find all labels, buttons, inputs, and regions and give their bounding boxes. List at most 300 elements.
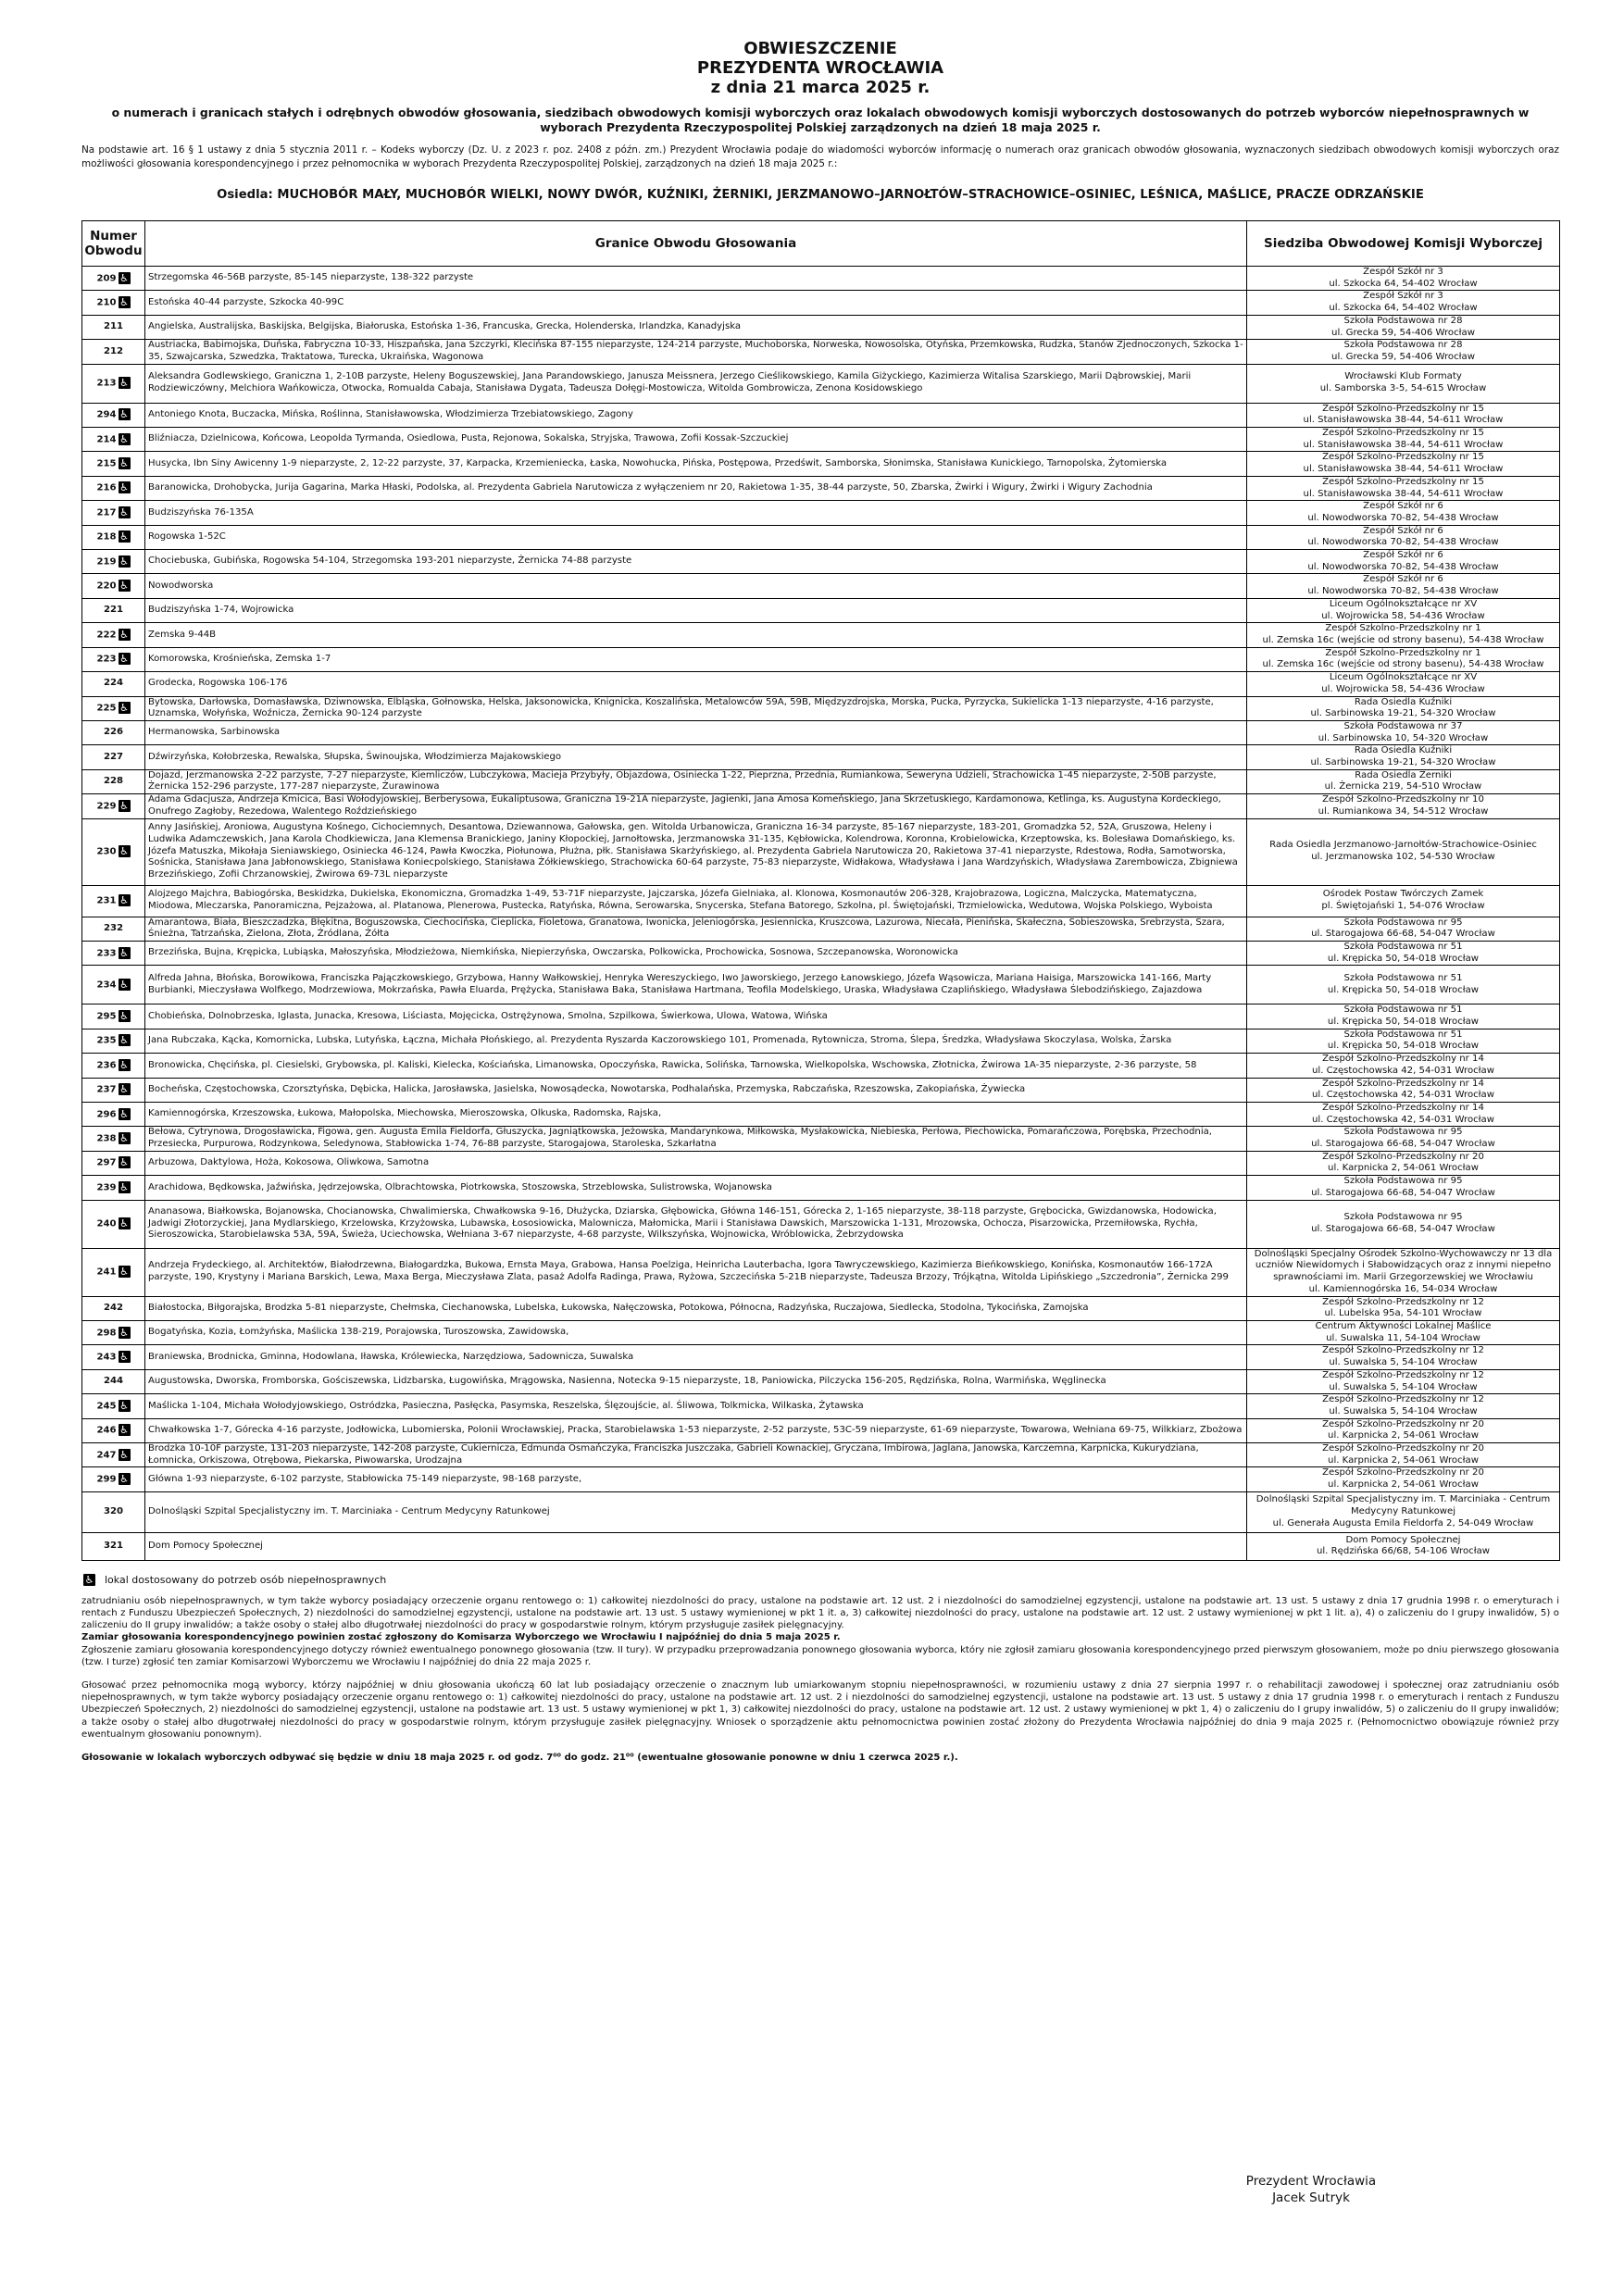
col-header-seat: Siedziba Obwodowej Komisji Wyborczej (1247, 221, 1560, 267)
seat-name: Zespół Szkolno-Przedszkolny nr 10 (1322, 794, 1484, 805)
title-line-1: OBWIESZCZENIE (743, 39, 897, 58)
district-bounds: Arachidowa, Będkowska, Jaźwińska, Jędrzejowska, Olbrachtowska, Piotrkowska, Stoszowska, Strzeblowska, Sulistrowska, Wojanowska (145, 1176, 1247, 1200)
district-number-text: 242 (103, 1302, 124, 1313)
commission-seat (1247, 769, 1560, 793)
table-row (82, 1176, 1560, 1200)
wheelchair-icon: ♿ (119, 844, 129, 857)
commission-seat (1247, 696, 1560, 720)
commission-seat (1247, 364, 1560, 403)
table-row (82, 1321, 1560, 1345)
table-row (82, 917, 1560, 941)
district-number (82, 267, 145, 291)
seat-name: Szkoła Podstawowa nr 28 (1343, 340, 1463, 351)
commission-seat (1247, 452, 1560, 476)
district-bounds: Dom Pomocy Społecznej (145, 1532, 1247, 1560)
wheelchair-icon: ♿ (119, 653, 129, 666)
wheelchair-icon: ♿ (119, 432, 129, 445)
seat-name: Ośrodek Postaw Twórczych Zamek (1322, 889, 1484, 900)
seat-address: ul. Krępicka 50, 54-018 Wrocław (1327, 953, 1480, 964)
district-bounds: Bliźniacza, Dzielnicowa, Końcowa, Leopolda Tyrmanda, Osiedlowa, Pusta, Rejonowa, Sokalska, Stryjska, Trawowa, Zofii Kossak-Szczuckiej (145, 428, 1247, 452)
wheelchair-icon: ♿ (84, 1573, 94, 1586)
district-bounds: Amarantowa, Biała, Bieszczadzka, Błękitna, Boguszowska, Ciechocińska, Cieplicka, Fioletowa, Granatowa, Iwonicka, Jeleniogórska, Jesiennicka, Kruszcowa, Lazurowa, Niecała, Pienińska, Skałeczna, Sobieszowska, Srebrzysta, Szara, Śnieżna, Tatrzańska, Zielona, Złota, Źródlana, Żółta (145, 917, 1247, 941)
district-number-text: 235 (96, 1035, 117, 1046)
commission-seat (1247, 1176, 1560, 1200)
seat-name: Szkoła Podstawowa nr 28 (1343, 315, 1463, 326)
seat-name: Zespół Szkolno-Przedszkolny nr 20 (1322, 1467, 1484, 1479)
district-number-text: 240 (96, 1218, 117, 1229)
note-paragraph-2: Zamiar głosowania korespondencyjnego powinien zostać zgłoszony do Komisarza Wyborczego we Wrocławiu I najpóźniej do dnia 5 maja 2025 r. (81, 1632, 841, 1643)
district-number (82, 1029, 145, 1053)
wheelchair-icon: ♿ (119, 555, 129, 568)
seat-address: ul. Stanisławowska 38-44, 54-611 Wrocław (1303, 439, 1504, 450)
note-paragraph-1: zatrudnianiu osób niepełnosprawnych, w tym także wyborcy posiadający orzeczenie organu rentowego o: 1) całkowitej niezdolności do pracy, ustalone na podstawie art. 12 ust. 2 i niezdolności do samodzielnej egzystencji, ustalone na podstawie art. 13 ust. 5 ustawy z dnia 17 grudnia 1998 r. o emeryturach i rentach z Funduszu Ubezpieczeń Społecznych, 2) niezdolności do samodzielnej egzystencji, ustalone na podstawie art. 13 ust. 5 ustawy wymienionej w pkt 1 it. a, 3) całkowitej niezdolności do pracy, ustalone na podstawie art. 12 ust. 2 ustawy wymienionej w pkt 1 lit. a), 4) o zaliczeniu do I grupy inwalidów, 5) o zaliczeniu do II grupy inwalidów; a także osoby o stałej albo długotrwałej niezdolności do pracy w gospodarstwie rolnym, którym przysługuje zasiłek pielęgnacyjny. (81, 1595, 1559, 1631)
district-bounds: Alojzego Majchra, Babiogórska, Beskidzka, Dukielska, Ekonomiczna, Gromadzka 1-49, 53-71F nieparzyste, Jajczarska, Józefa Gielniaka, al. Klonowa, Kosmonautów 206-328, Krajobrazowa, Logiczna, Malczycka, Matematyczna, Miodowa, Mleczarska, Panoramiczna, Pejzażowa, al. Platanowa, Plenerowa, Pustecka, Ratyńska, Równa, Serowarska, Snycerska, Stefana Batorego, Szkolna, pl. Świętojański, Trzmielowicka, Wedutowa, Wojska Polskiego, Wyboista (145, 885, 1247, 917)
seat-name: Zespół Szkolno-Przedszkolny nr 15 (1322, 403, 1484, 414)
district-number (82, 1321, 145, 1345)
district-number (82, 340, 145, 364)
signature-title: Prezydent Wrocławia (1245, 2174, 1377, 2189)
district-number (82, 291, 145, 315)
commission-seat (1247, 1532, 1560, 1560)
district-bounds: Bełowa, Cytrynowa, Drogosławicka, Figowa, gen. Augusta Emila Fieldorfa, Głuszycka, Jagniątkowska, Jeżowska, Mandarynkowa, Miłkowska, Mysłakowicka, Niebieska, Perłowa, Piechowicka, Pomarańczowa, Porębska, Przechodnia, Przesiecka, Purpurowa, Rodzynkowa, Seledynowa, Stabłowicka 1-74, 76-88 parzyste, Starogajowa, Staroleska, Szkarłatna (145, 1127, 1247, 1151)
wheelchair-icon: ♿ (119, 580, 129, 593)
seat-address: ul. Starogajowa 66-68, 54-047 Wrocław (1311, 1139, 1495, 1150)
district-number-text: 226 (103, 727, 124, 738)
seat-name: Zespół Szkolno-Przedszkolny nr 14 (1322, 1054, 1484, 1065)
district-number-text: 229 (96, 801, 117, 812)
seat-name: Dolnośląski Szpital Specjalistyczny im. T. Marciniaka - Centrum Medycyny Ratunkowej (1255, 1494, 1551, 1516)
table-row (82, 720, 1560, 744)
district-number (82, 1467, 145, 1491)
seat-name: Centrum Aktywności Lokalnej Maślice (1315, 1321, 1492, 1331)
note-paragraph-4: Głosować przez pełnomocnika mogą wyborcy, którzy najpóźniej w dniu głosowania ukończą 60 lat lub posiadający orzeczenie o znacznym lub umiarkowanym stopniu niepełnosprawności, w rozumieniu ustawy z dnia 27 sierpnia 1997 r. o rehabilitacji zawodowej i społecznej oraz zatrudnianiu osób niepełnosprawnych, w tym także wyborcy posiadający orzeczenie organu rentowego o: 1) całkowitej niezdolności do pracy, ustalone na podstawie art. 12 ust. 2 i niezdolności do samodzielnej egzystencji, ustalone na podstawie art. 13 ust. 5 ustawy z dnia 17 grudnia 1998 r. o emeryturach i rentach z Funduszu Ubezpieczeń Społecznych, 2) niezdolności do samodzielnej egzystencji, ustalone na podstawie art. 13 ust. 5 ustawy wymienionej w pkt 1, 3) całkowitej niezdolności do pracy, ustalone na podstawie art. 12 ust. 2 ustawy wymienionej w pkt 1, 4) o zaliczeniu do I grupy inwalidów, 5) o zaliczeniu do II grupy inwalidów; a także osoby o stałej albo długotrwałej niezdolności do pracy w gospodarstwie rolnym, którym przysługuje zasiłek pielęgnacyjny. Wniosek o sporządzenie aktu pełnomocnictwa powinien zostać złożony do Prezydenta Wrocławia najpóźniej do dnia 9 maja 2025 r. (Pełnomocnictwo obowiązuje również przy ewentualnym głosowaniu ponownym). (81, 1680, 1559, 1740)
seat-name: Dolnośląski Specjalny Ośrodek Szkolno-Wychowawczy nr 13 dla uczniów Niewidomych i Słabowidzących oraz z innymi niepełno sprawnościami im. Marii Grzegorzewskiej we Wrocławiu (1254, 1248, 1553, 1283)
seat-name: Zespół Szkolno-Przedszkolny nr 20 (1322, 1443, 1484, 1454)
table-row (82, 550, 1560, 574)
commission-seat (1247, 267, 1560, 291)
seat-name: Zespół Szkolno-Przedszkolny nr 20 (1322, 1418, 1484, 1429)
wheelchair-icon: ♿ (119, 457, 129, 470)
district-number (82, 428, 145, 452)
district-number-text: 297 (96, 1157, 117, 1168)
wheelchair-icon: ♿ (119, 978, 129, 991)
seat-name: Rada Osiedla Kuźniki (1354, 696, 1453, 707)
seat-address: ul. Nowodworska 70-82, 54-438 Wrocław (1307, 561, 1499, 572)
district-number (82, 1102, 145, 1126)
district-bounds: Dźwirzyńska, Kołobrzeska, Rewalska, Słupska, Świnoujska, Włodzimierza Majakowskiego (145, 745, 1247, 769)
intro-paragraph: Na podstawie art. 16 § 1 ustawy z dnia 5 stycznia 2011 r. – Kodeks wyborczy (Dz. U. z 2023 r. poz. 2408 z późn. zm.) Prezydent Wrocławia podaje do wiadomości wyborców informację o numerach oraz granicach obwodów głosowania, wyznaczonych siedzibach obwodowych komisji wyborczych oraz możliwości głosowania korespondencyjnego i przez pełnomocnika w wyborach Prezydenta Rzeczypospolitej Polskiej, zarządzonych na dzień 18 maja 2025 r.: (81, 144, 1559, 169)
district-bounds: Chociebuska, Gubińska, Rogowska 54-104, Strzegomska 193-201 nieparzyste, Żernicka 74-88 parzyste (145, 550, 1247, 574)
district-number (82, 1078, 145, 1102)
district-number (82, 745, 145, 769)
district-number (82, 1491, 145, 1532)
district-bounds: Maślicka 1-104, Michała Wołodyjowskiego, Ostródzka, Pasieczna, Pasłęcka, Pasymska, Reszelska, Ślęzoujście, al. Śliwowa, Tolkmicka, Wilkaska, Żytawska (145, 1394, 1247, 1418)
district-number (82, 885, 145, 917)
district-number (82, 1248, 145, 1296)
seat-name: Zespół Szkolno-Przedszkolny nr 15 (1322, 476, 1484, 487)
seat-name: Zespół Szkół nr 6 (1363, 501, 1443, 512)
district-number-text: 321 (103, 1540, 124, 1551)
wheelchair-icon: ♿ (119, 1131, 129, 1144)
district-number (82, 403, 145, 427)
table-row (82, 1532, 1560, 1560)
seat-address: ul. Szkocka 64, 54-402 Wrocław (1329, 278, 1478, 289)
district-bounds: Augustowska, Dworska, Fromborska, Gościszewska, Lidzbarska, Ługowińska, Mrągowska, Nasienna, Notecka 9-15 nieparzyste, 18, Paniowicka, Pilczycka 156-205, Rędzińska, Rolna, Warmińska, Węglinecka (145, 1369, 1247, 1393)
district-number-text: 225 (96, 703, 117, 714)
seat-address: ul. Sarbinowska 10, 54-320 Wrocław (1318, 732, 1489, 743)
seat-name: Szkoła Podstawowa nr 95 (1343, 1176, 1463, 1187)
commission-seat (1247, 672, 1560, 696)
district-number-text: 216 (96, 482, 117, 493)
commission-seat (1247, 1321, 1560, 1345)
table-row (82, 941, 1560, 965)
district-bounds: Angielska, Australijska, Baskijska, Belgijska, Białoruska, Estońska 1-36, Francuska, Grecka, Holenderska, Irlandzka, Kanadyjska (145, 315, 1247, 339)
wheelchair-icon: ♿ (119, 893, 129, 906)
district-number-text: 221 (103, 605, 124, 616)
seat-name: Liceum Ogólnokształcące nr XV (1329, 672, 1478, 683)
seat-address: ul. Częstochowska 42, 54-031 Wrocław (1312, 1090, 1494, 1101)
seat-address: ul. Grecka 59, 54-406 Wrocław (1331, 327, 1475, 338)
district-bounds: Bogatyńska, Kozia, Łomżyńska, Maślicka 138-219, Porajowska, Turoszowska, Zawidowska, (145, 1321, 1247, 1345)
wheelchair-icon: ♿ (119, 1326, 129, 1339)
district-number-text: 294 (96, 409, 117, 420)
district-number (82, 364, 145, 403)
district-bounds: Husycka, Ibn Siny Awicenny 1-9 nieparzyste, 2, 12-22 parzyste, 37, Karpacka, Krzemieniecka, Łaska, Nowohucka, Pińska, Postępowa, Przedświt, Samborska, Słonimska, Stanisława Kunickiego, Tarnopolska, Żytomierska (145, 452, 1247, 476)
seat-name: Szkoła Podstawowa nr 37 (1343, 720, 1463, 731)
district-number-text: 233 (96, 948, 117, 959)
district-number-text: 241 (96, 1267, 117, 1278)
seat-name: Zespół Szkolno-Przedszkolny nr 15 (1322, 452, 1484, 463)
district-number-text: 236 (96, 1060, 117, 1071)
district-number (82, 1418, 145, 1442)
table-row (82, 403, 1560, 427)
district-number-text: 230 (96, 846, 117, 857)
table-row (82, 696, 1560, 720)
district-bounds: Zemska 9-44B (145, 623, 1247, 647)
district-bounds: Kamiennogórska, Krzeszowska, Łukowa, Małopolska, Miechowska, Mieroszowska, Olkuska, Radomska, Rajska, (145, 1102, 1247, 1126)
district-number (82, 623, 145, 647)
table-row (82, 818, 1560, 885)
seat-name: Szkoła Podstawowa nr 95 (1343, 1212, 1463, 1223)
seat-address: pl. Świętojański 1, 54-076 Wrocław (1321, 901, 1485, 912)
table-row (82, 428, 1560, 452)
district-number (82, 769, 145, 793)
seat-name: Zespół Szkół nr 3 (1363, 267, 1443, 277)
seat-name: Zespół Szkół nr 6 (1363, 525, 1443, 536)
district-number (82, 550, 145, 574)
signature-name: Jacek Sutryk (1272, 2190, 1350, 2205)
district-number (82, 1532, 145, 1560)
district-number-text: 224 (103, 678, 124, 689)
table-row (82, 966, 1560, 1004)
district-number-text: 222 (96, 630, 117, 641)
seat-address: ul. Karpnicka 2, 54-061 Wrocław (1328, 1454, 1479, 1466)
seat-name: Zespół Szkolno-Przedszkolny nr 1 (1325, 623, 1481, 634)
district-number (82, 696, 145, 720)
seat-address: ul. Rumiankowa 34, 54-512 Wrocław (1318, 805, 1489, 817)
district-number-text: 213 (96, 378, 117, 389)
table-row (82, 1418, 1560, 1442)
district-bounds: Chwałkowska 1-7, Górecka 4-16 parzyste, Jodłowicka, Lubomierska, Polonii Wrocławskiej, Pracka, Starobielawska 1-53 nieparzyste, 2-52 parzyste, 53C-59 nieparzyste, 61-69 nieparzyste, Towarowa, Wełniana 69-75, Wilkkiarz, Zbożowa (145, 1418, 1247, 1442)
seat-name: Szkoła Podstawowa nr 51 (1343, 1004, 1463, 1016)
district-number (82, 818, 145, 885)
district-number (82, 315, 145, 339)
table-row (82, 291, 1560, 315)
commission-seat (1247, 1394, 1560, 1418)
table-row (82, 340, 1560, 364)
table-row (82, 1491, 1560, 1532)
seat-address: ul. Suwalska 5, 54-104 Wrocław (1329, 1357, 1478, 1368)
table-row (82, 598, 1560, 622)
district-number-text: 295 (96, 1011, 117, 1022)
commission-seat (1247, 574, 1560, 598)
district-number (82, 452, 145, 476)
seat-name: Rada Osiedla Kuźniki (1354, 745, 1453, 756)
seat-address: ul. Stanisławowska 38-44, 54-611 Wrocław (1303, 488, 1504, 499)
table-row (82, 452, 1560, 476)
table-row (82, 1054, 1560, 1078)
table-row (82, 1296, 1560, 1320)
seat-name: Zespół Szkolno-Przedszkolny nr 12 (1322, 1345, 1484, 1356)
seat-name: Rada Osiedla Żerniki (1355, 769, 1452, 780)
table-row (82, 574, 1560, 598)
wheelchair-icon: ♿ (119, 1448, 129, 1461)
wheelchair-icon: ♿ (119, 1180, 129, 1193)
commission-seat (1247, 966, 1560, 1004)
district-bounds: Strzegomska 46-56B parzyste, 85-145 nieparzyste, 138-322 parzyste (145, 267, 1247, 291)
seat-name: Szkoła Podstawowa nr 95 (1343, 1127, 1463, 1138)
note-paragraph-5: Głosowanie w lokalach wyborczych odbywać się będzie w dniu 18 maja 2025 r. od godz. 7⁰⁰ do godz. 21⁰⁰ (ewentualne głosowanie ponowne w dniu 1 czerwca 2025 r.). (81, 1753, 958, 1764)
seat-name: Zespół Szkolno-Przedszkolny nr 12 (1322, 1394, 1484, 1405)
osiedla-heading: Osiedla: MUCHOBÓR MAŁY, MUCHOBÓR WIELKI, NOWY DWÓR, KUŹNIKI, ŻERNIKI, JERZMANOWO–JARNOŁTÓW–STRACHOWICE–OSINIEC, LEŚNICA, MAŚLICE, PRACZE ODRZAŃSKIE (217, 188, 1424, 202)
seat-address: ul. Zemska 16c (wejście od strony basenu), 54-438 Wrocław (1262, 659, 1544, 670)
seat-address: ul. Nowodworska 70-82, 54-438 Wrocław (1307, 586, 1499, 597)
notes (81, 1595, 1559, 1764)
seat-address: ul. Krępicka 50, 54-018 Wrocław (1327, 1041, 1480, 1052)
seat-address: ul. Rędzińska 66/68, 54-106 Wrocław (1316, 1546, 1491, 1557)
district-number-text: 223 (96, 654, 117, 665)
wheelchair-icon: ♿ (119, 1351, 129, 1363)
commission-seat (1247, 917, 1560, 941)
seat-address: ul. Karpnicka 2, 54-061 Wrocław (1328, 1430, 1479, 1441)
district-number (82, 476, 145, 500)
title-date: z dnia 21 marca 2025 r. (710, 78, 931, 97)
district-number-text: 247 (96, 1450, 117, 1461)
table-row (82, 1029, 1560, 1053)
commission-seat (1247, 1004, 1560, 1029)
legend (81, 1574, 1559, 1586)
seat-address: ul. Karpnicka 2, 54-061 Wrocław (1328, 1163, 1479, 1174)
district-number (82, 1200, 145, 1248)
district-bounds: Budziszyńska 1-74, Wojrowicka (145, 598, 1247, 622)
seat-address: ul. Suwalska 5, 54-104 Wrocław (1329, 1405, 1478, 1416)
seat-address: ul. Wojrowicka 58, 54-436 Wrocław (1321, 683, 1485, 694)
district-number-text: 217 (96, 507, 117, 518)
district-number-text: 209 (96, 273, 117, 284)
seat-address: ul. Nowodworska 70-82, 54-438 Wrocław (1307, 512, 1499, 523)
district-number-text: 238 (96, 1133, 117, 1144)
seat-name: Wrocławski Klub Formaty (1344, 371, 1462, 382)
table-row (82, 1369, 1560, 1393)
commission-seat (1247, 476, 1560, 500)
seat-name: Liceum Ogólnokształcące nr XV (1329, 598, 1478, 609)
table-row (82, 1127, 1560, 1151)
table-row (82, 672, 1560, 696)
col-header-number: Numer Obwodu (82, 221, 145, 267)
commission-seat (1247, 1248, 1560, 1296)
seat-address: ul. Krępicka 50, 54-018 Wrocław (1327, 1017, 1480, 1028)
district-bounds: Komorowska, Krośnieńska, Zemska 1-7 (145, 647, 1247, 671)
district-number-text: 228 (103, 776, 124, 787)
district-number-text: 232 (103, 922, 124, 933)
district-number-text: 220 (96, 580, 117, 592)
wheelchair-icon: ♿ (119, 1217, 129, 1229)
table-row (82, 769, 1560, 793)
commission-seat (1247, 340, 1560, 364)
wheelchair-icon: ♿ (119, 1399, 129, 1412)
district-number-text: 234 (96, 980, 117, 991)
district-bounds: Andrzeja Frydeckiego, al. Architektów, Białodrzewna, Białogardzka, Bukowa, Ernsta Maya, Grabowa, Hansa Poelziga, Heinricha Lauterbacha, Igora Tawryczewskiego, Kazimierza Bieńkowskiego, Konińska, Kosmonautów 166-172A parzyste, 190, Krystyny i Mariana Barskich, Lewa, Maxa Berga, Mieczysława Zlata, pasaż Adolfa Radinga, Prawa, Ryżowa, Szczecińska 5-21B nieparzyste, Tadeusza Brzozy, Trójkątna, Witolda Lipińskiego „Szczedronia”, Żernicka 299 (145, 1248, 1247, 1296)
district-number-text: 246 (96, 1425, 117, 1436)
district-number-text: 219 (96, 556, 117, 568)
district-bounds: Główna 1-93 nieparzyste, 6-102 parzyste, Stabłowicka 75-149 nieparzyste, 98-168 parzyste, (145, 1467, 1247, 1491)
wheelchair-icon: ♿ (119, 377, 129, 390)
district-bounds: Białostocka, Biłgorajska, Brodzka 5-81 nieparzyste, Chełmska, Ciechanowska, Lubelska, Łukowska, Nałęczowska, Potokowa, Północna, Radzyńska, Ruczajowa, Siedlecka, Stodolna, Tykocińska, Zamojska (145, 1296, 1247, 1320)
district-number-text: 245 (96, 1401, 117, 1412)
wheelchair-icon: ♿ (119, 946, 129, 959)
table-body (82, 267, 1560, 1561)
district-number (82, 966, 145, 1004)
wheelchair-icon: ♿ (119, 1265, 129, 1278)
seat-address: ul. Karpnicka 2, 54-061 Wrocław (1328, 1479, 1479, 1491)
seat-address: ul. Kamiennogórska 16, 54-034 Wrocław (1308, 1283, 1498, 1294)
commission-seat (1247, 1127, 1560, 1151)
table-row (82, 364, 1560, 403)
district-number-text: 320 (103, 1505, 124, 1516)
district-bounds: Aleksandra Godlewskiego, Graniczna 1, 2-10B parzyste, Heleny Boguszewskiej, Jana Parandowskiego, Janusza Meissnera, Jerzego Cieślikowskiego, Kamila Giżyckiego, Kazimierza Witalisa Szarskiego, Marii Dąbrowskiej, Marii Rodziewiczówny, Melchiora Wańkowicza, Otwocka, Romualda Cabaja, Stanisława Dygata, Tadeusza Dołęgi-Mostowicza, Witolda Gombrowicza, Zenona Kosidowskiego (145, 364, 1247, 403)
seat-name: Zespół Szkolno-Przedszkolny nr 12 (1322, 1369, 1484, 1380)
seat-address: ul. Krępicka 50, 54-018 Wrocław (1327, 984, 1480, 995)
table-row (82, 1248, 1560, 1296)
table-row (82, 476, 1560, 500)
district-number-text: 218 (96, 531, 117, 543)
district-number-text: 296 (96, 1109, 117, 1120)
table-row (82, 1151, 1560, 1175)
commission-seat (1247, 1418, 1560, 1442)
seat-address: ul. Częstochowska 42, 54-031 Wrocław (1312, 1065, 1494, 1076)
seat-address: ul. Żernicka 219, 54-510 Wrocław (1324, 781, 1482, 792)
seat-name: Rada Osiedla Jerzmanowo-Jarnołtów-Strachowice-Osiniec (1269, 840, 1537, 851)
legend-text: lokal dostosowany do potrzeb osób niepełnosprawnych (105, 1573, 387, 1586)
district-number-text: 244 (103, 1376, 124, 1387)
table-row (82, 1467, 1560, 1491)
commission-seat (1247, 623, 1560, 647)
commission-seat (1247, 291, 1560, 315)
wheelchair-icon: ♿ (119, 481, 129, 494)
seat-address: ul. Samborska 3-5, 54-615 Wrocław (1319, 383, 1487, 394)
table-header-row (82, 221, 1560, 267)
commission-seat (1247, 1151, 1560, 1175)
seat-name: Zespół Szkolno-Przedszkolny nr 20 (1322, 1151, 1484, 1162)
commission-seat (1247, 1054, 1560, 1078)
district-number (82, 1443, 145, 1467)
district-number-text: 298 (96, 1328, 117, 1339)
table-row (82, 647, 1560, 671)
wheelchair-icon: ♿ (119, 1009, 129, 1022)
wheelchair-icon: ♿ (119, 1473, 129, 1486)
wheelchair-icon: ♿ (119, 799, 129, 812)
commission-seat (1247, 501, 1560, 525)
seat-name: Szkoła Podstawowa nr 95 (1343, 917, 1463, 928)
wheelchair-icon: ♿ (119, 1058, 129, 1071)
wheelchair-icon: ♿ (119, 530, 129, 543)
seat-name: Zespół Szkół nr 6 (1363, 574, 1443, 585)
districts-table (81, 220, 1560, 1561)
table-row (82, 623, 1560, 647)
district-number-text: 212 (103, 345, 124, 356)
table-row (82, 1078, 1560, 1102)
table-row (82, 745, 1560, 769)
commission-seat (1247, 550, 1560, 574)
district-bounds: Anny Jasińskiej, Aroniowa, Augustyna Kośnego, Cichociemnych, Desantowa, Dziewannowa, Gałowska, gen. Witolda Urbanowicza, Graniczna 16-34 parzyste, 85-167 nieparzyste, 183-201, Gromadzka 52, 52A, Gruszowa, Heleny i Ludwika Adamczewskich, Jana Karola Chodkiewicza, Jana Klemensa Branickiego, Janiny Kłopockiej, Jarnołtowska, Jerzmanowska 31-135, Kębłowicka, Kolendrowa, Koronna, Krobielowicka, Krzeptowska, ks. Bolesława Domańskiego, ks. Józefa Matuszka, Mikołaja Sieniawskiego, Osiniecka 46-124, Pawła Kwoczka, Piołunowa, Płużna, płk. Stanisława Skarżyńskiego, al. Prezydenta Gabriela Narutowicza 20, Rakietowa 37-41 nieparzyste, Rdestowa, Rodła, Samotworska, Sośnicka, Stanisława Jana Jabłonowskiego, Stanisława Koniecpolskiego, Stanisława Żółkiewskiego, Strachowicka 60-64 parzyste, 75-83 nieparzyste, Widłakowa, Władysława i Jana Wardzyńskich, Władysława Zarembowicza, Zbigniewa Brzezińskiego, Zofii Chrzanowskiej, Żwirowa 69-73L nieparzyste (145, 818, 1247, 885)
wheelchair-icon: ♿ (119, 1083, 129, 1096)
document-page (81, 39, 1559, 1764)
seat-address: ul. Stanisławowska 38-44, 54-611 Wrocław (1303, 415, 1504, 426)
seat-address: ul. Grecka 59, 54-406 Wrocław (1331, 351, 1475, 362)
seat-name: Zespół Szkolno-Przedszkolny nr 1 (1325, 647, 1481, 658)
table-row (82, 885, 1560, 917)
district-number (82, 1004, 145, 1029)
district-number (82, 574, 145, 598)
district-number-text: 211 (103, 321, 124, 332)
district-bounds: Jana Rubczaka, Kącka, Komornicka, Lubska, Lutyńska, Łączna, Michała Płońskiego, al. Prezydenta Ryszarda Kaczorowskiego 101, Promenada, Rytownicza, Stroma, Ślepa, Średzka, Władysława Skoczylasa, Wolska, Żarska (145, 1029, 1247, 1053)
seat-address: ul. Jerzmanowska 102, 54-530 Wrocław (1311, 852, 1495, 863)
wheelchair-icon: ♿ (119, 271, 129, 284)
district-number-text: 215 (96, 458, 117, 469)
district-bounds: Estońska 40-44 parzyste, Szkocka 40-99C (145, 291, 1247, 315)
commission-seat (1247, 315, 1560, 339)
district-number-text: 239 (96, 1182, 117, 1193)
district-number (82, 941, 145, 965)
wheelchair-icon: ♿ (119, 1156, 129, 1169)
district-bounds: Braniewska, Brodnicka, Gminna, Hodowlana, Iławska, Królewiecka, Narzędziowa, Sadownicza, Suwalska (145, 1345, 1247, 1369)
district-number (82, 1345, 145, 1369)
district-number-text: 210 (96, 297, 117, 308)
commission-seat (1247, 1491, 1560, 1532)
seat-name: Dom Pomocy Społecznej (1345, 1534, 1461, 1545)
district-bounds: Dolnośląski Szpital Specjalistyczny im. T. Marciniaka - Centrum Medycyny Ratunkowej (145, 1491, 1247, 1532)
seat-address: ul. Generała Augusta Emila Fieldorfa 2, 54-049 Wrocław (1272, 1517, 1534, 1529)
district-number (82, 672, 145, 696)
district-number-text: 243 (96, 1352, 117, 1363)
district-bounds: Antoniego Knota, Buczacka, Mińska, Roślinna, Stanisławowska, Włodzimierza Trzebiatowskiego, Zagony (145, 403, 1247, 427)
seat-address: ul. Stanisławowska 38-44, 54-611 Wrocław (1303, 464, 1504, 475)
commission-seat (1247, 403, 1560, 427)
district-number-text: 227 (103, 751, 124, 762)
commission-seat (1247, 1467, 1560, 1491)
seat-address: ul. Zemska 16c (wejście od strony basenu), 54-438 Wrocław (1262, 634, 1544, 645)
district-number (82, 525, 145, 549)
subtitle: o numerach i granicach stałych i odrębnych obwodów głosowania, siedzibach obwodowych komisji wyborczych oraz lokalach obwodowych komisji wyborczych dostosowanych do potrzeb wyborców niepełnosprawnych w wyborach Prezydenta Rzeczypospolitej Polskiej zarządzonych na dzień 18 maja 2025 r. (111, 106, 1530, 134)
district-number-text: 231 (96, 895, 117, 906)
district-number (82, 794, 145, 818)
district-number (82, 1369, 145, 1393)
seat-name: Szkoła Podstawowa nr 51 (1343, 941, 1463, 952)
wheelchair-icon: ♿ (119, 628, 129, 641)
wheelchair-icon: ♿ (119, 1424, 129, 1437)
district-bounds: Brodzka 10-10F parzyste, 131-203 nieparzyste, 142-208 parzyste, Cukiernicza, Edmunda Osmańczyka, Franciszka Juszczaka, Gabrieli Kownackiej, Gryczana, Imbirowa, Jaglana, Janowska, Karczemna, Karpnicka, Kukurydziana, Łomnicka, Orkiszowa, Otrębowa, Piekarska, Piwowarska, Urodzajna (145, 1443, 1247, 1467)
district-bounds: Bytowska, Darłowska, Domasławska, Dziwnowska, Elbląska, Gołnowska, Helska, Jaksonowicka, Knignicka, Koszalińska, Metalowców 59A, 59B, Międzyzdrojska, Morska, Pucka, Pyrzycka, Sukielicka 1-13 nieparzyste, 4-16 parzyste, Uznamska, Wołyńska, Woźnicza, Żernicka 90-124 parzyste (145, 696, 1247, 720)
